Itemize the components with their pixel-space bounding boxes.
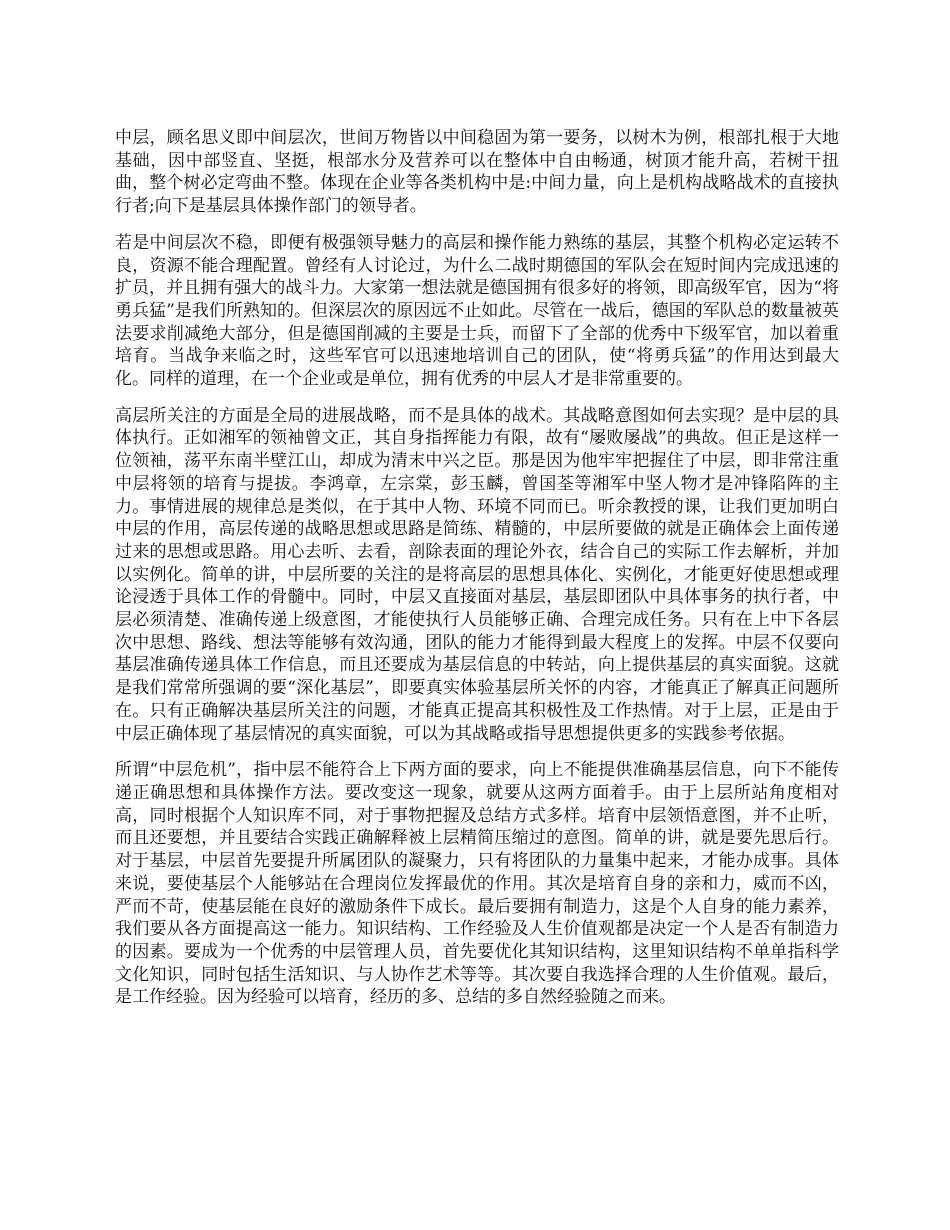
paragraph-3: 高层所关注的方面是全局的进展战略，而不是具体的战术。其战略意图如何去实现？是中层的具体执行。正如湘军的领袖曾文正，其自身指挥能力有限，故有“屡败屡战”的典故。但正是这样一位领袖，荡平东南半壁江山，却成为清末中兴之臣。那是因为他牢牢把握住了中层，即非常注重中层将领的培育与提拔。李鸿章，左宗棠，彭玉麟，曾国荃等湘军中坚人物才是冲锋陷阵的主力。事情进展的规律总是类似，在于其中人物、环境不同而已。听余教授的课，让我们更加明白中层的作用，高层传递的战略思想或思路是简练、精髓的，中层所要做的就是正确体会上面传递过来的思想或思路。用心去听、去看，剖除表面的理论外衣，结合自己的实际工作去解析，并加以实例化。简单的讲，中层所要的关注的是将高层的思想具体化、实例化，才能更好使思想或理论浸透于具体工作的骨髓中。同时，中层又直接面对基层，基层即团队中具体事务的执行者，中层必须清楚、准确传递上级意图，才能使执行人员能够正确、合理完成任务。只有在上中下各层次中思想、路线、想法等能够有效沟通，团队的能力才能得到最大程度上的发挥。中层不仅要向基层准确传递具体工作信息，而且还要成为基层信息的中转站，向上提供基层的真实面貌。这就是我们常常所强调的要“深化基层”，即要真实体验基层所关怀的内容，才能真正了解真正问题所在。只有正确解决基层所关注的问题，才能真正提高其积极性及工作热情。对于上层，正是由于中层正确体现了基层情况的真实面貌，可以为其战略或指导思想提供更多的实践参考依据。 — [115, 405, 839, 744]
document-body — [115, 127, 839, 1023]
paragraph-4: 所谓“中层危机”，指中层不能符合上下两方面的要求，向上不能提供准确基层信息，向下不能传递正确思想和具体操作方法。要改变这一现象，就要从这两方面着手。由于上层所站角度相对高，同时根据个人知识库不同，对于事物把握及总结方式多样。培育中层领悟意图，并不止听，而且还要想，并且要结合实践正确解释被上层精简压缩过的意图。简单的讲，就是要先思后行。对于基层，中层首先要提升所属团队的凝聚力，只有将团队的力量集中起来，才能办成事。具体来说，要使基层个人能够站在合理岗位发挥最优的作用。其次是培育自身的亲和力，威而不凶，严而不苛，使基层能在良好的激励条件下成长。最后要拥有制造力，这是个人自身的能力素养，我们要从各方面提高这一能力。知识结构、工作经验及人生价值观都是决定一个人是否有制造力的因素。要成为一个优秀的中层管理人员，首先要优化其知识结构，这里知识结构不单单指科学文化知识，同时包括生活知识、与人协作艺术等等。其次要自我选择合理的人生价值观。最后，是工作经验。因为经验可以培育，经历的多、总结的多自然经验随之而来。 — [115, 760, 839, 1008]
paragraph-2: 若是中间层次不稳，即便有极强领导魅力的高层和操作能力熟练的基层，其整个机构必定运转不良，资源不能合理配置。曾经有人讨论过，为什么二战时期德国的军队会在短时间内完成迅速的扩员，并且拥有强大的战斗力。大家第一想法就是德国拥有很多好的将领，即高级军官，因为“将勇兵猛”是我们所熟知的。但深层次的原因远不止如此。尽管在一战后，德国的军队总的数量被英法要求削减绝大部分，但是德国削减的主要是士兵，而留下了全部的优秀中下级军官，加以着重培育。当战争来临之时，这些军官可以迅速地培训自己的团队，使“将勇兵猛”的作用达到最大化。同样的道理，在一个企业或是单位，拥有优秀的中层人才是非常重要的。 — [115, 232, 839, 390]
paragraph-1: 中层，顾名思义即中间层次，世间万物皆以中间稳固为第一要务，以树木为例，根部扎根于大地基础，因中部竖直、坚挺，根部水分及营养可以在整体中自由畅通，树顶才能升高，若树干扭曲，整个树必定弯曲不整。体现在企业等各类机构中是:中间力量，向上是机构战略战术的直接执行者;向下是基层具体操作部门的领导者。 — [115, 128, 839, 217]
